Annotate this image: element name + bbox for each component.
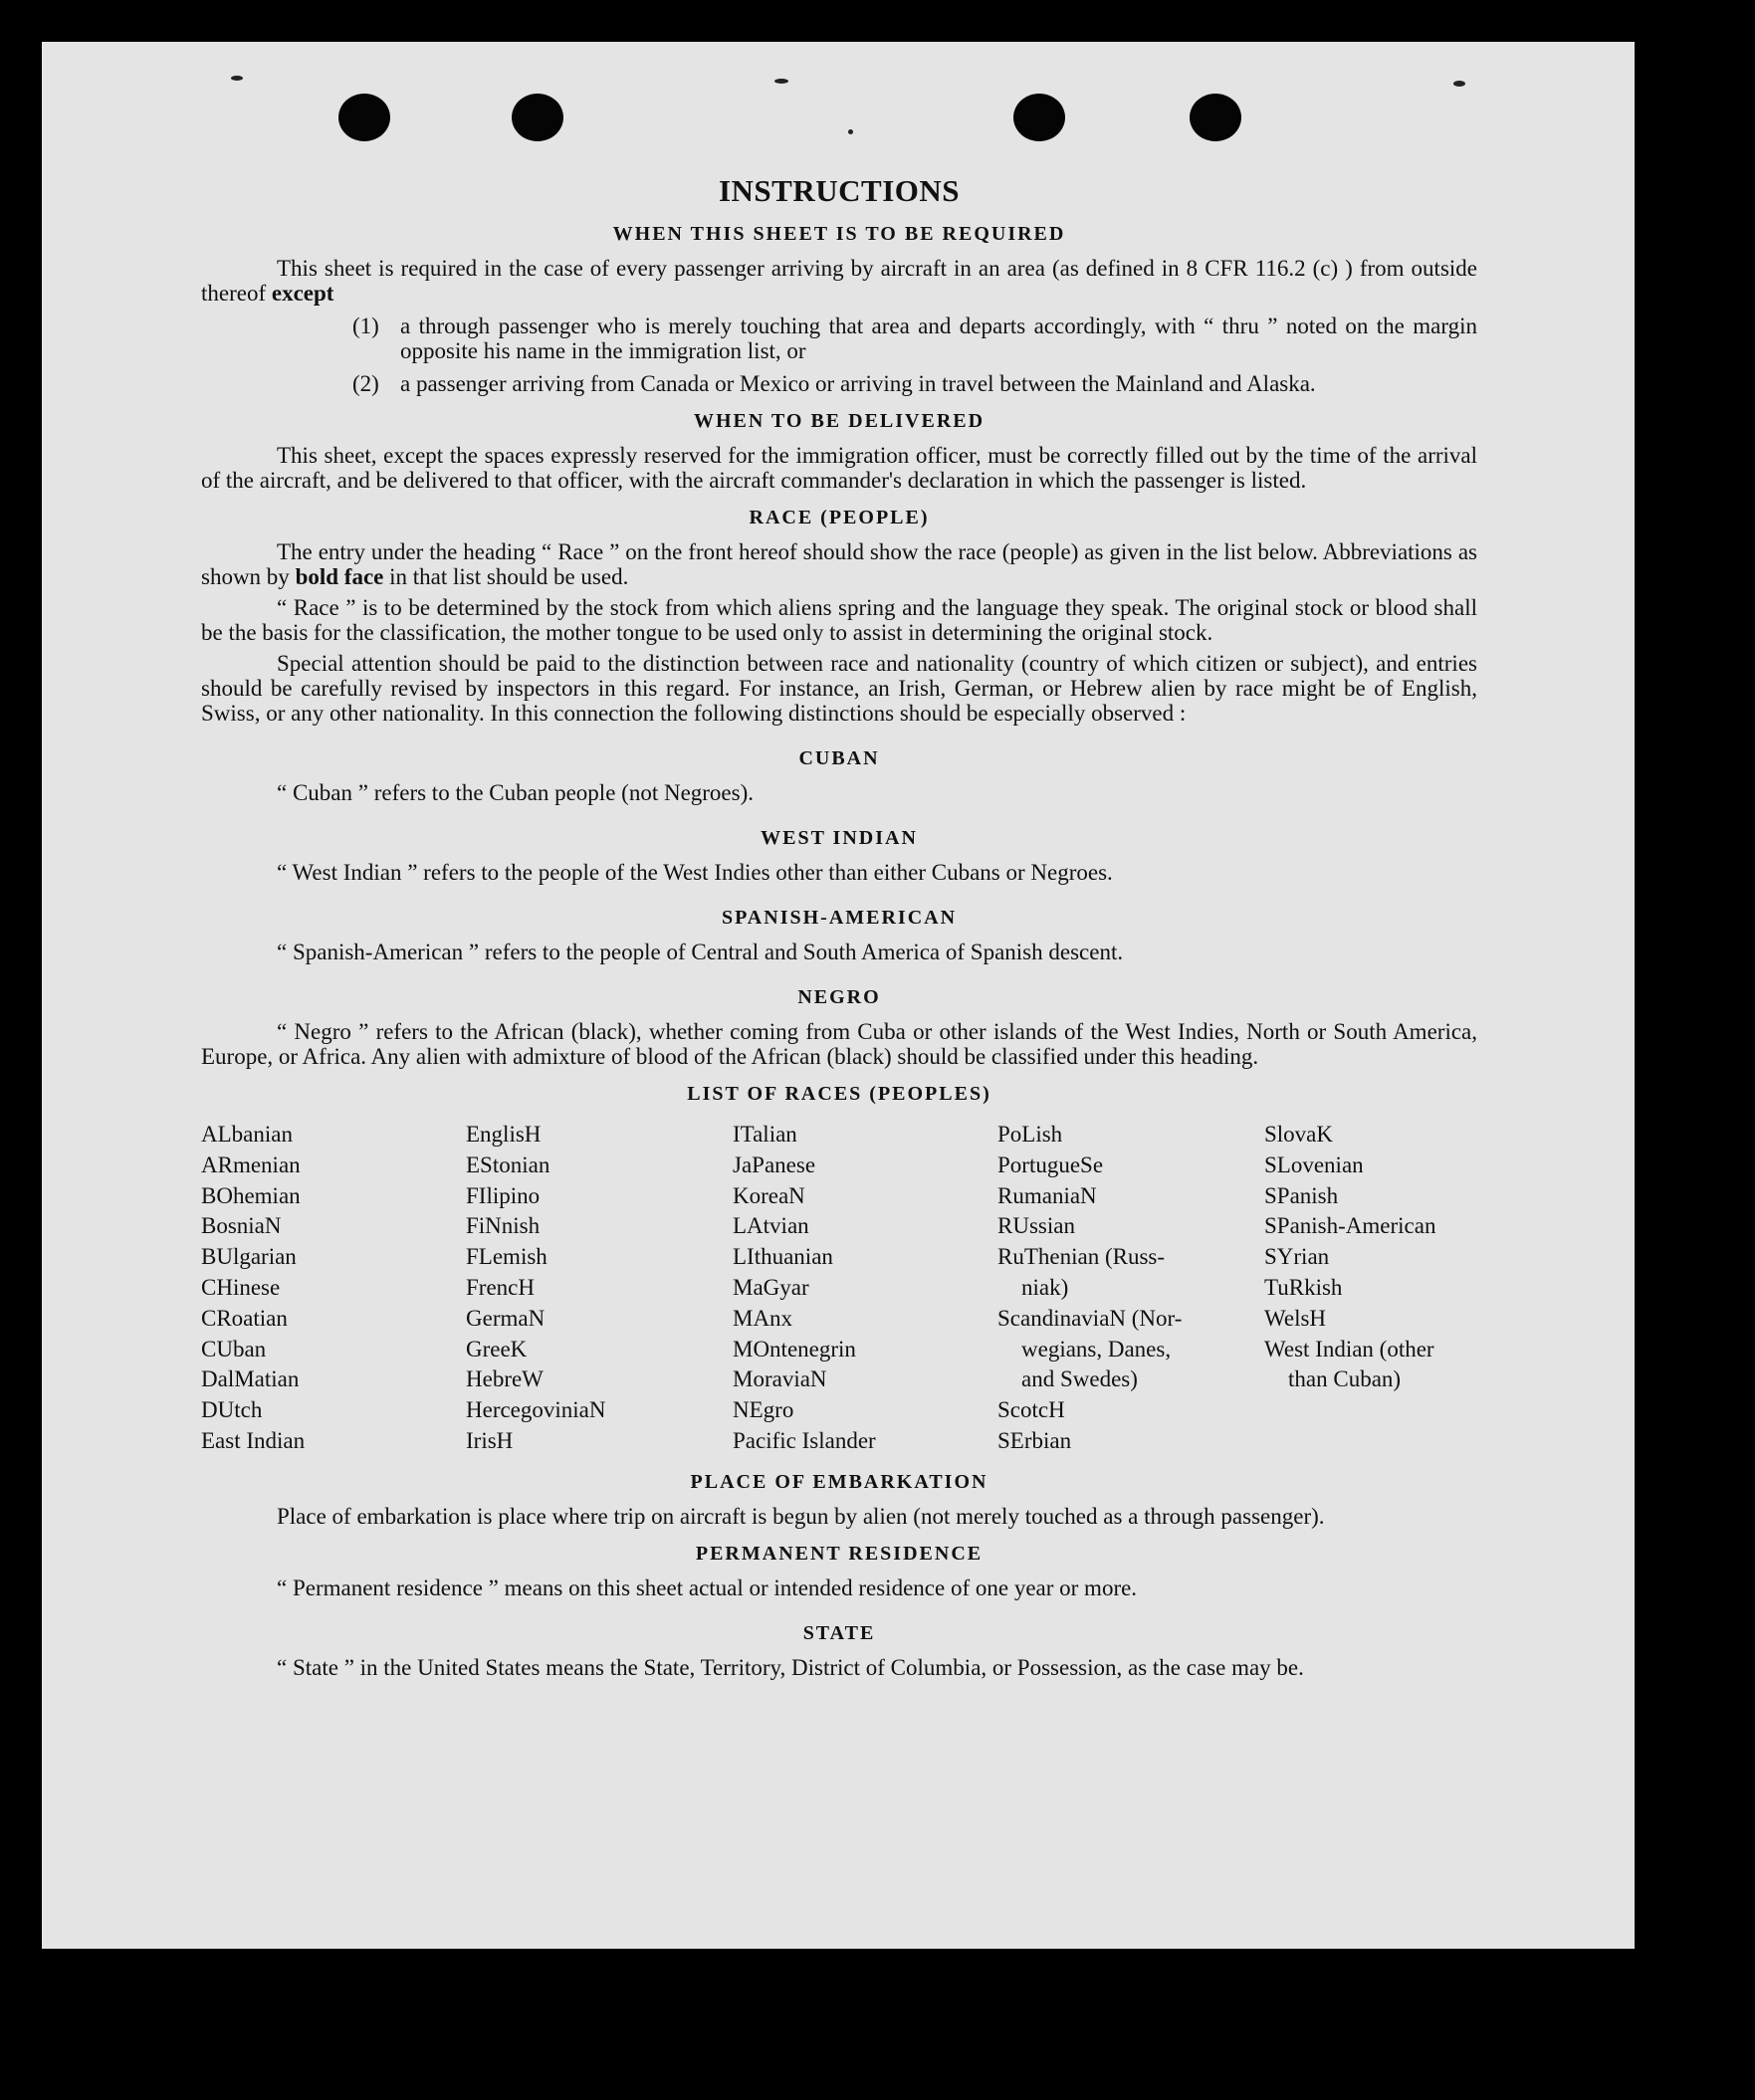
race-entry: ScandinaviaN (Nor- <box>997 1305 1183 1331</box>
heading-negro: NEGRO <box>797 986 881 1008</box>
race-entry: EnglisH <box>466 1122 542 1147</box>
cuban-paragraph: “ Cuban ” refers to the Cuban people (not Negroes). <box>277 780 755 805</box>
heading-residence: PERMANENT RESIDENCE <box>695 1542 984 1565</box>
race-entry: CUban <box>201 1336 267 1362</box>
negro-paragraph: “ Negro ” refers to the African (black), whether coming from Cuba or other islands of the West Indies, North or South America, Europe, or Africa. Any alien with admixture of blood of the African (black) should be classified under this heading. <box>201 1019 1477 1069</box>
race-entry: ARmenian <box>201 1152 301 1177</box>
race-entry: FLemish <box>466 1244 548 1270</box>
race-entry: RUssian <box>997 1213 1075 1239</box>
punch-hole <box>1013 94 1065 141</box>
race-paragraph: “ Race ” is to be determined by the stock from which aliens spring and the language they speak. The original stock or blood shall be the basis for the classification, the mother tongue to be used only to assist in determining the original stock. <box>201 595 1477 645</box>
race-entry: NEgro <box>733 1397 794 1423</box>
race-entry: LIthuanian <box>733 1244 833 1270</box>
race-entry: ScotcH <box>997 1397 1065 1423</box>
heading-race: RACE (PEOPLE) <box>749 507 930 528</box>
race-entry: FrencH <box>466 1274 535 1300</box>
race-entry: PoLish <box>997 1122 1063 1147</box>
race-entry: Pacific Islander <box>733 1427 876 1453</box>
punch-hole <box>1190 94 1241 141</box>
punch-hole <box>338 94 390 141</box>
exception-item: (2) a passenger arriving from Canada or Mexico or arriving in travel between the Mainland and Alaska. <box>352 371 1316 396</box>
heading-when-delivered: WHEN TO BE DELIVERED <box>693 410 986 432</box>
race-entry: DUtch <box>201 1397 263 1423</box>
race-entry: HercegoviniaN <box>466 1397 606 1423</box>
race-entry: GreeK <box>466 1336 528 1362</box>
residence-paragraph: “ Permanent residence ” means on this sheet actual or intended residence of one year or more. <box>277 1575 1138 1600</box>
race-entry: ITalian <box>733 1122 797 1147</box>
races-column <box>997 1120 1264 1457</box>
race-entry: SYrian <box>1264 1244 1330 1270</box>
race-entry: BOhemian <box>201 1182 301 1208</box>
race-entry: GermaN <box>466 1305 546 1331</box>
race-entry: West Indian (other <box>1264 1336 1434 1362</box>
race-entry: FiNnish <box>466 1213 541 1239</box>
punch-hole <box>512 94 563 141</box>
race-entry: BosniaN <box>201 1213 282 1239</box>
race-entry: HebreW <box>466 1366 544 1392</box>
race-entry: TuRkish <box>1264 1274 1343 1300</box>
race-paragraph: The entry under the heading “ Race ” on the front hereof should show the race (people) as given in the list below. Abbreviations as shown by bold face in that list should be used. <box>201 539 1477 589</box>
race-entry: LAtvian <box>733 1213 809 1239</box>
race-entry: RuThenian (Russ- <box>997 1244 1166 1270</box>
race-entry: niak) <box>1021 1274 1069 1300</box>
race-entry: EStonian <box>466 1152 550 1177</box>
race-entry: BUlgarian <box>201 1244 297 1270</box>
embarkation-paragraph: Place of embarkation is place where trip on aircraft is begun by alien (not merely touched as a through passenger). <box>277 1503 1325 1529</box>
race-entry: MAnx <box>733 1305 793 1331</box>
race-entry: CHinese <box>201 1274 281 1300</box>
race-entry: than Cuban) <box>1288 1366 1402 1392</box>
races-column <box>466 1120 733 1457</box>
race-entry: SLovenian <box>1264 1152 1364 1177</box>
race-entry: DalMatian <box>201 1366 300 1392</box>
scan-speck <box>774 79 788 84</box>
page-title: INSTRUCTIONS <box>718 173 960 208</box>
when-required-paragraph: This sheet is required in the case of every passenger arriving by aircraft in an area (as defined in 8 CFR 116.2 (c) ) from outside thereof except <box>201 256 1477 306</box>
race-entry: KoreaN <box>733 1182 805 1208</box>
heading-list-of-races: LIST OF RACES (PEOPLES) <box>687 1083 991 1105</box>
heading-embarkation: PLACE OF EMBARKATION <box>690 1470 988 1493</box>
scan-speck <box>1453 81 1465 87</box>
race-entry: FIlipino <box>466 1182 541 1208</box>
heading-cuban: CUBAN <box>798 747 880 769</box>
race-entry: MoraviaN <box>733 1366 827 1392</box>
scan-speck <box>231 76 243 81</box>
race-entry: JaPanese <box>733 1152 816 1177</box>
race-entry: SlovaK <box>1264 1122 1333 1147</box>
race-entry: IrisH <box>466 1427 514 1453</box>
race-entry: SPanish-American <box>1264 1213 1436 1239</box>
races-column <box>201 1120 466 1457</box>
heading-state: STATE <box>802 1621 876 1644</box>
race-entry: MOntenegrin <box>733 1336 856 1362</box>
race-entry: SPanish <box>1264 1182 1339 1208</box>
race-entry: RumaniaN <box>997 1182 1097 1208</box>
race-entry: CRoatian <box>201 1305 288 1331</box>
race-entry: WelsH <box>1264 1305 1327 1331</box>
exception-item: (1) a through passenger who is merely touching that area and departs accordingly, with “ thru ” noted on the margin opposite his name in the immigration list, or <box>352 314 1477 363</box>
race-entry: ALbanian <box>201 1122 293 1147</box>
when-delivered-paragraph: This sheet, except the spaces expressly reserved for the immigration officer, must be correctly filled out by the time of the arrival of the aircraft, and be delivered to that officer, with the aircraft commander's declaration in which the passenger is listed. <box>201 443 1477 493</box>
race-entry: SErbian <box>997 1427 1072 1453</box>
races-column <box>733 1120 997 1457</box>
race-entry: wegians, Danes, <box>1021 1336 1172 1362</box>
race-entry: MaGyar <box>733 1274 809 1300</box>
heading-west-indian: WEST INDIAN <box>761 827 918 849</box>
spanish-american-paragraph: “ Spanish-American ” refers to the people of Central and South America of Spanish descent. <box>277 940 1124 964</box>
race-entry: East Indian <box>201 1427 306 1453</box>
heading-when-required: WHEN THIS SHEET IS TO BE REQUIRED <box>612 223 1066 245</box>
race-entry: PortugueSe <box>997 1152 1104 1177</box>
state-paragraph: “ State ” in the United States means the State, Territory, District of Columbia, or Possession, as the case may be. <box>277 1654 1304 1680</box>
races-list <box>201 1120 1477 1457</box>
race-paragraph: Special attention should be paid to the distinction between race and nationality (country of which citizen or subject), and entries should be carefully revised by inspectors in this regard. For instance, an Irish, German, or Hebrew alien by race might be of English, Swiss, or any other nationality. In this connection the following distinctions should be especially observed : <box>201 651 1477 726</box>
races-column <box>1264 1120 1477 1457</box>
instructions-content <box>201 173 1477 1686</box>
document-page <box>42 42 1635 1949</box>
heading-spanish-american: SPANISH-AMERICAN <box>721 907 958 929</box>
west-indian-paragraph: “ West Indian ” refers to the people of the West Indies other than either Cubans or Negroes. <box>277 860 1113 885</box>
scan-speck <box>848 129 853 134</box>
race-entry: and Swedes) <box>1021 1366 1138 1392</box>
